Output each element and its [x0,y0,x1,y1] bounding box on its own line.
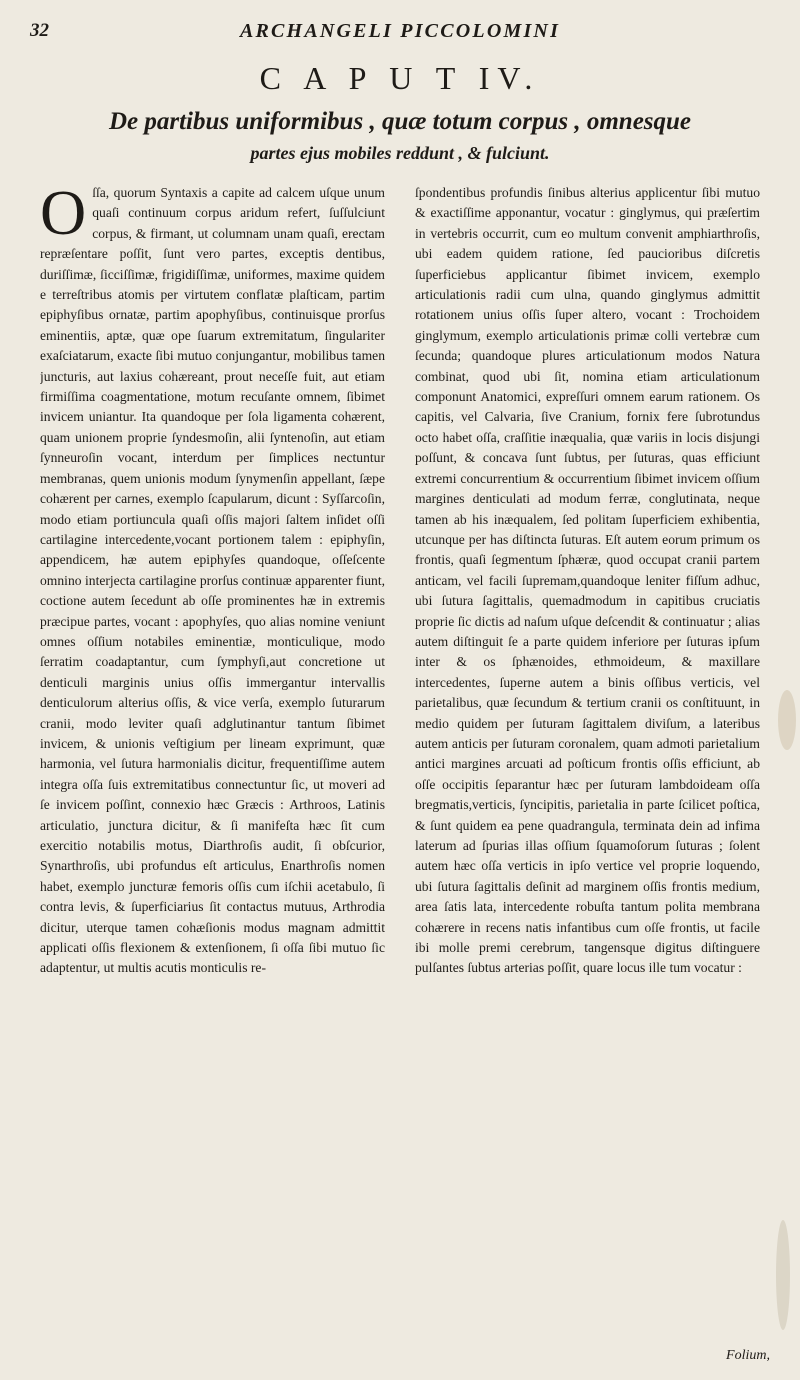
page-header [30,20,770,60]
paper-stain [776,1220,790,1330]
chapter-title-line-1: De partibus uniformibus , quæ totum corpus , omnesque [108,108,692,135]
left-column-paragraph [40,183,385,979]
chapter-heading: C A P U T IV. [259,60,541,96]
catchword: Folium, [726,1348,770,1363]
running-head: ARCHANGELI PICCOLOMINI [239,20,561,42]
left-column-text: ſſa, quorum Syntaxis a capite ad calcem uſque unum quaſi continuum corpus aridum refert, ſuſſulciunt corpus, & firmant, ut columnam unam quaſi, erectam repræſentare poſſit, ſunt vero partes, exceptis dentibus, duriſſimæ, ſicciſſimæ, frigidiſſimæ, uniformes, maxime quidem e terreſtribus atomis per virtutem conflatæ plaſticam, partim epiphyſibus ornatæ, partim apophyſibus, continuisque prorſus eminentiis, aptæ, quæ ope ſuarum extremitatum, ſingulariter exaſciatarum, exacte ſibi mutuo conjungantur, mobilibus tamen juncturis, aut laxius cohæreant, prout neceſſe fuit, aut etiam firmiſſima coagmentatione, motum recuſante omnem, ſibimet invicem uniantur. Ita quandoque per ſola ligamenta cohærent, quam unionem proprie ſyndesmoſin, alii ſyntenoſin, aut etiam ſynneuroſin vocant, interdum per ſimplices nectuntur membranas, quem unionis modum ſynymenſin appellant, ſæpe cohærent per carnes, exemplo ſcapularum, dicunt : Syſſarcoſin, modo etiam portiuncula quaſi oſſis majori ſaltem inſidet oſſi cartilagine intercedente,vocant portionem talem : epiphyſin, appendicem, hæ autem epiphyſes quandoque, oſſeſcente omnino interjecta cartilagine prorſus continuæ apparenter fiunt, coctione autem ſecedunt ab oſſe prominentes hæ in extremis præcipue partes, vocant : apophyſes, quo alias nomine veniunt omnes oſſium notabiles eminentiæ, monticulique, modo ſerratim coadaptantur, cum ſymphyſi,aut concretione ut denticuli marginis unius oſſis immergantur intervallis denticulorum alterius oſſis, & vice verſa, exemplo ſuturarum cranii, modo leviter quaſi adglutinantur tantum ſibimet invicem, & unionis veſtigium per lineam exprimunt, quæ harmonia, vel ſutura harmonialis dicitur, frequentiſſime autem integra oſſa ſuis extremitatibus connectuntur ſic, ut moveri ad ſe invicem poſſint, connexio hæc Græcis : Arthroos, Latinis articulatio, junctura dicitur, & ſi manifeſta hæc ſit cum exercitio notabilis motus, Diarthroſis audit, ſi obſcurior, Synarthroſis, ubi profundus eſt articulus, Enarthroſis nomen habet, exemplo juncturæ femoris oſſis cum iſchii acetabulo, ſi contra levis, & ſuperficiarius ſit contactus mutuus, Arthrodia dicitur, uterque tamen cohæſionis modus magnam admittit applicati oſſis flexionem & extenſionem, ſi oſſa ſibi mutuo ſic adaptentur, ut multis acutis monticulis re- [40,185,385,976]
page-number: 32 [30,20,49,41]
paper-stain [778,690,796,750]
right-column-text: ſpondentibus profundis ſinibus alterius applicentur ſibi mutuo & exactiſſime apponantur, vocatur : ginglymus, qui præſertim in vertebris occurrit, cum eo multum convenit amphiarthroſis, ubi eadem quidem ratione, ſed paucioribus diſcretis ſuperficiebus applicantur ſibimet invicem, exemplo articulationis radii cum ulna, quando ginglymus admittit rotationem unius oſſis ſuper altero, vocant : Trochoidem ginglymum, exemplo articulationis primæ colli vertebræ cum ſecunda; quandoque plures articulationum modos Natura combinat, quod ubi ſit, nomina etiam articulationum componunt Anatomici, expreſſuri omnem earum rationem. Os capitis, vel Calvaria, ſive Cranium, fornix fere ſubrotundus octo habet oſſa, craſſitie inæqualia, quæ variis in locis disjungi poſſunt, & concava ſunt ſubtus, per ſuturas, quas efficiunt extremi concurrentium & occurrentium ſibimet invicem oſſium margines denticulati ad modum ferræ, conglutinata, neque tamen ab his inæqualem, ſed politam ſuperficiem exhibentia, utcunque per has diſtincta ſuturas. Eſt autem eorum primum os frontis, quaſi ſegmentum ſphæræ, quod occupat cranii partem anticam, vel facili ſupremam,quandoque leniter fiſſum adhuc, ubi ſutura ſagittalis, quemadmodum in capitibus cruciatis proprie ſic dictis ad naſum uſque deſcendit & continuatur ; alias autem diſtinguit ſe a parte quidem inferiore per ſuturas ipſum inter & os ſphænoides, ethmoideum, & maxillare intercedentes, ſuperne autem a binis oſſibus verticis, vel parietalibus, quæ ſecundum & tertium cranii os conſtituunt, in medio quidem per ſuturam ſagittalem diviſum, a lateribus autem anticis per ſuturam coronalem, quam admoti parietalium antici margines arcuati ad poſticum frontis oſſis efficiunt, ab oſſe occipitis ſeparantur hæc per ſuturam lambdoideam oſſa bregmatis,verticis, ſyncipitis, parietalia in parte ſcilicet poſtica, & ſunt quidem ea pene quadrangula, terminata dein ad infima laterum ad ſpurias illas oſſium ſquamoſorum ſuturas ; ſolent autem hæc oſſa verticis in ipſo vertice vel proprie loquendo, ubi ſutura ſagittalis deſinit ad marginem oſſis frontis medium, area ſatis lata, intercedente robuſta tantum polita membrana cohærere in recens natis infantibus cum oſſe frontis, ut facile ibi molle premi cerebrum, tangensque digitus diſtinguere pulſantes ſubtus arterias poſſit, quare locus ille tum vocatur : [415,185,760,976]
drop-cap: O [40,183,87,248]
left-column [40,183,385,1358]
right-column [415,183,760,1358]
chapter-title-line-2: partes ejus mobiles reddunt , & fulciunt. [250,143,550,163]
